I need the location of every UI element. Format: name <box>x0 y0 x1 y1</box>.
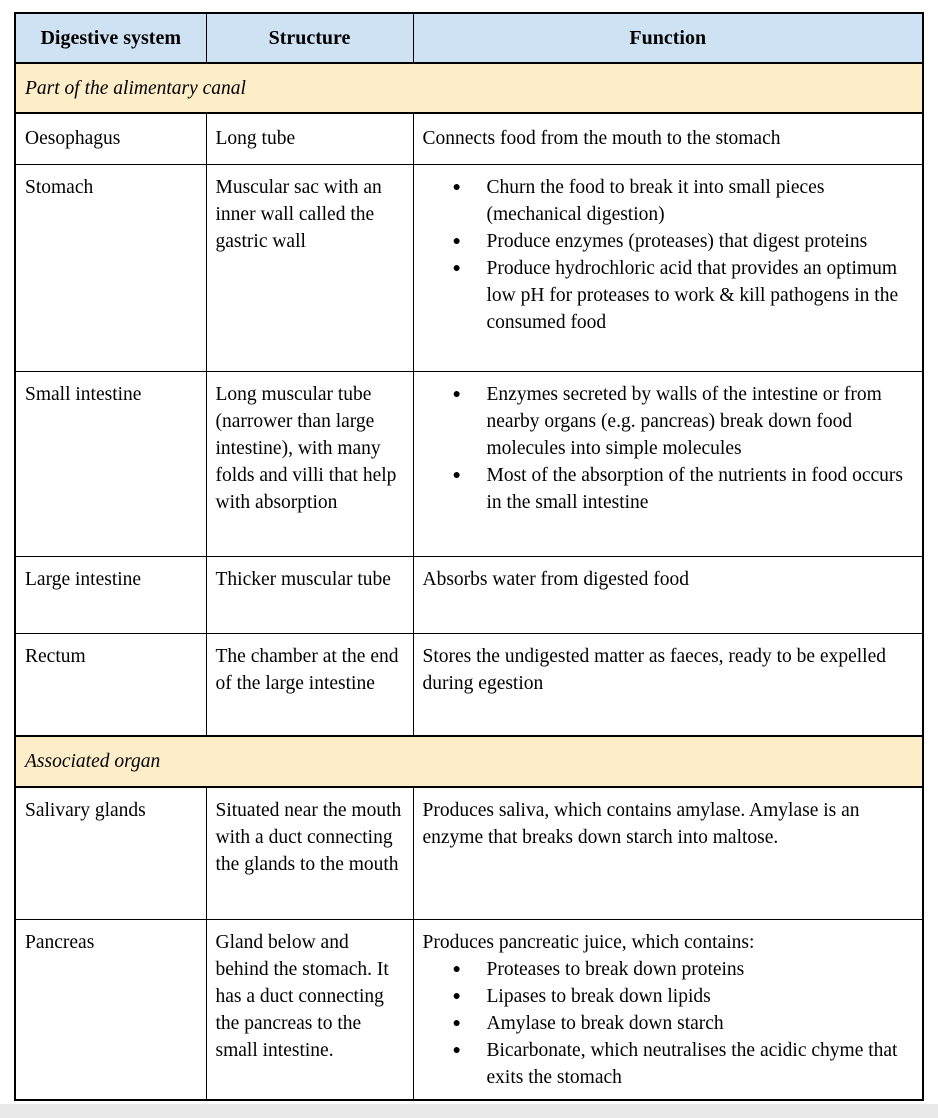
organ-cell: Large intestine <box>15 556 206 633</box>
table-header <box>15 13 923 63</box>
table-row <box>15 371 923 556</box>
table-body <box>15 63 923 1100</box>
function-bullet-list <box>423 174 915 336</box>
structure-cell: The chamber at the end of the large intestine <box>206 633 413 736</box>
function-cell <box>413 633 923 736</box>
function-text: Produces pancreatic juice, which contains: <box>422 931 755 953</box>
organ-cell: Oesophagus <box>15 113 206 164</box>
function-text: Absorbs water from digested food <box>422 568 689 590</box>
header-cell-structure: Structure <box>206 13 413 63</box>
function-text: Produces saliva, which contains amylase. Amylase is an enzyme that breaks down starch into maltose. <box>422 800 860 848</box>
bullet-item: ● Lipases to break down lipids <box>423 983 915 1010</box>
organ-cell: Pancreas <box>15 919 206 1100</box>
bullet-item: ● Most of the absorption of the nutrients in food occurs in the small intestine <box>423 462 915 516</box>
function-bullet-list <box>423 381 915 516</box>
function-cell <box>413 556 923 633</box>
table-row <box>15 556 923 633</box>
structure-cell: Gland below and behind the stomach. It has a duct connecting the pancreas to the small intestine. <box>206 919 413 1100</box>
organ-cell: Stomach <box>15 164 206 371</box>
section-row <box>15 63 923 113</box>
bullet-item: ● Enzymes secreted by walls of the intestine or from nearby organs (e.g. pancreas) break down food molecules into simple molecules <box>423 381 915 462</box>
structure-cell: Long muscular tube (narrower than large intestine), with many folds and villi that help with absorption <box>206 371 413 556</box>
organ-cell: Small intestine <box>15 371 206 556</box>
digestive-system-table <box>14 12 924 1101</box>
table-row <box>15 113 923 164</box>
bullet-item: ● Churn the food to break it into small pieces (mechanical digestion) <box>423 174 915 228</box>
section-label: Associated organ <box>15 736 923 787</box>
organ-cell: Salivary glands <box>15 787 206 919</box>
header-row <box>15 13 923 63</box>
function-cell <box>413 787 923 919</box>
page-bottom-edge <box>0 1104 938 1118</box>
bullet-item: ● Produce hydrochloric acid that provides an optimum low pH for proteases to work & kill pathogens in the consumed food <box>423 255 915 336</box>
function-cell <box>413 919 923 1100</box>
function-text: Connects food from the mouth to the stomach <box>422 128 781 149</box>
section-row <box>15 736 923 787</box>
section-label: Part of the alimentary canal <box>15 63 923 113</box>
table-row <box>15 919 923 1100</box>
table-row <box>15 633 923 736</box>
organ-cell: Rectum <box>15 633 206 736</box>
function-text: Stores the undigested matter as faeces, ready to be expelled during egestion <box>422 645 886 694</box>
header-cell-function: Function <box>413 13 923 63</box>
function-cell <box>413 371 923 556</box>
structure-cell: Thicker muscular tube <box>206 556 413 633</box>
bullet-item: ● Amylase to break down starch <box>423 1010 915 1037</box>
bullet-item: ● Proteases to break down proteins <box>423 956 915 983</box>
bullet-item: ● Bicarbonate, which neutralises the acidic chyme that exits the stomach <box>423 1037 915 1091</box>
structure-cell: Muscular sac with an inner wall called the gastric wall <box>206 164 413 371</box>
function-cell <box>413 113 923 164</box>
bullet-item: ● Produce enzymes (proteases) that digest proteins <box>423 228 915 255</box>
header-cell-digestive-system: Digestive system <box>15 13 206 63</box>
table-row <box>15 164 923 371</box>
function-bullet-list <box>423 956 915 1091</box>
structure-cell: Situated near the mouth with a duct connecting the glands to the mouth <box>206 787 413 919</box>
structure-cell: Long tube <box>206 113 413 164</box>
function-cell <box>413 164 923 371</box>
table-row <box>15 787 923 919</box>
